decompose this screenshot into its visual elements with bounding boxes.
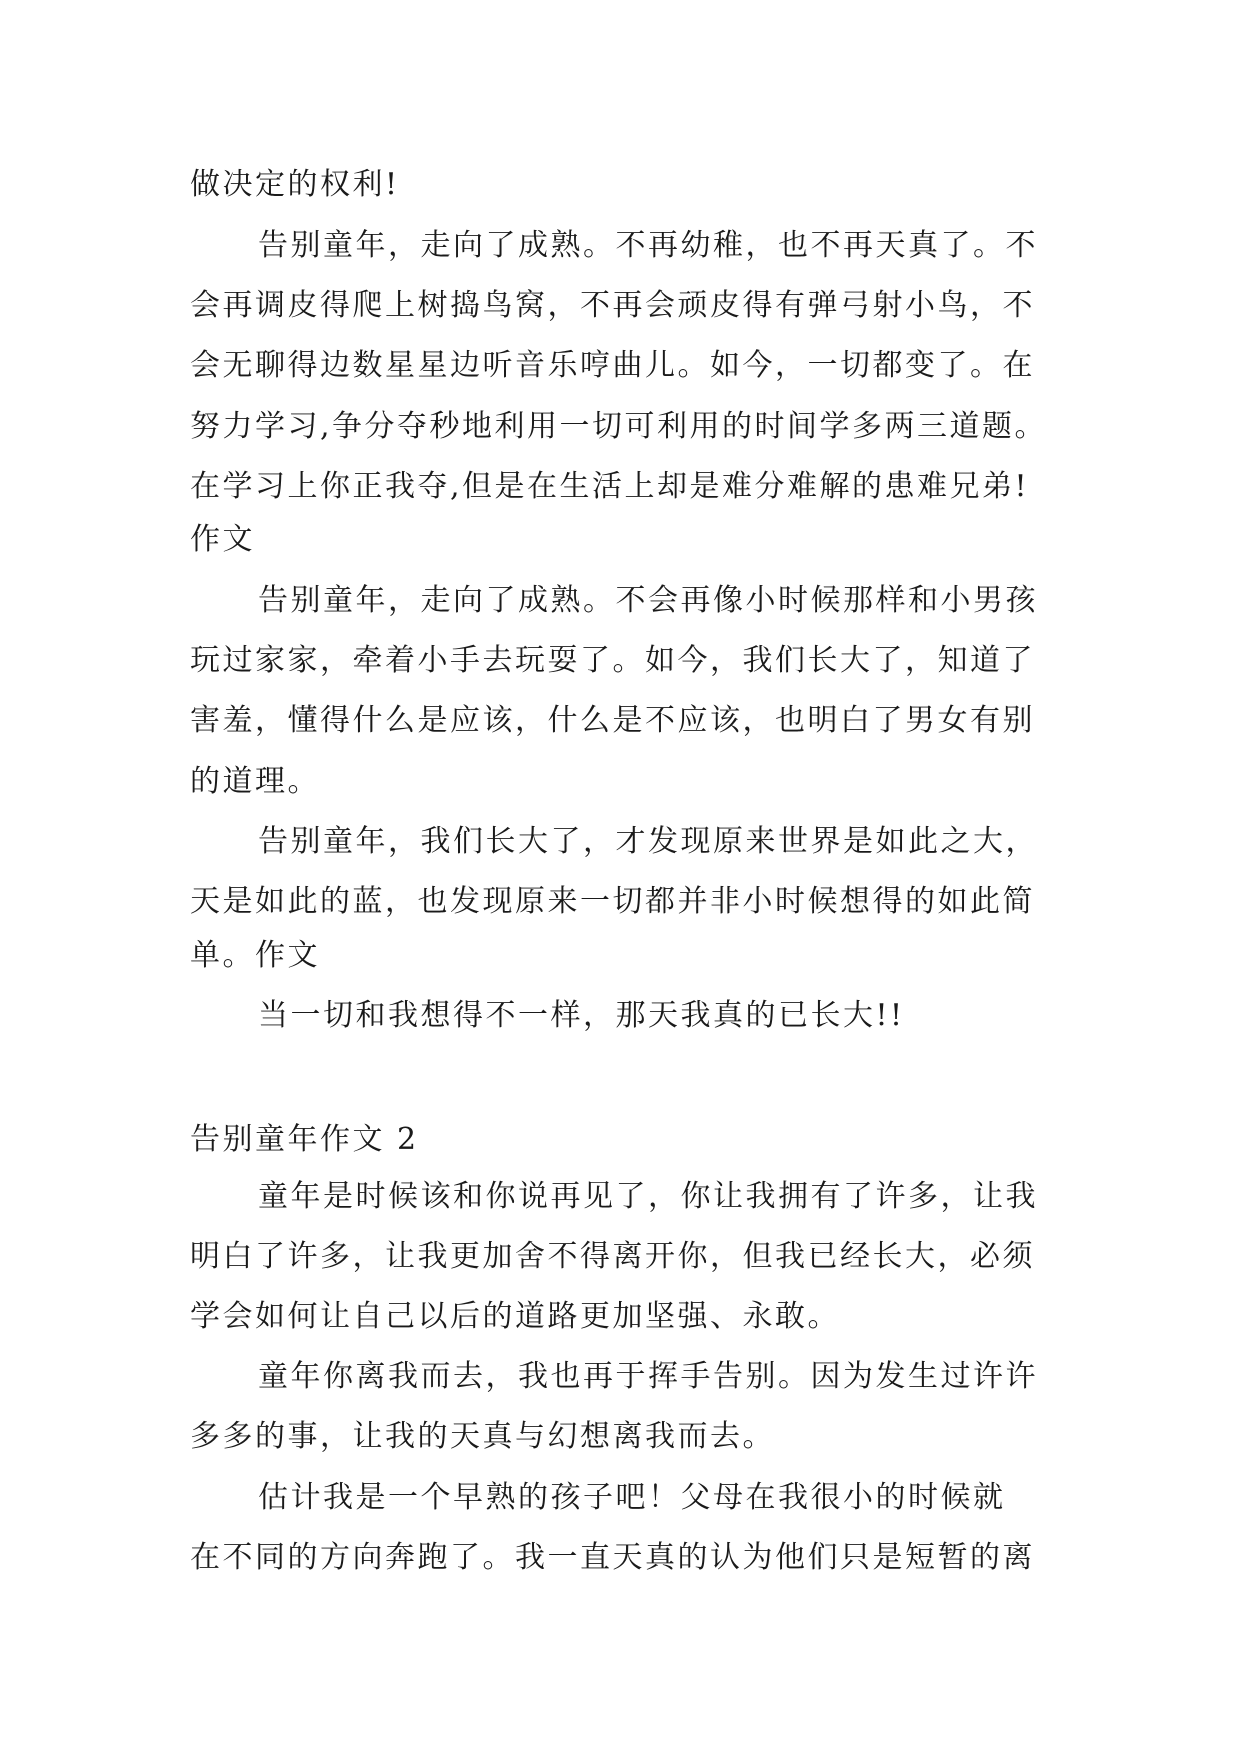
paragraph-first-line: 告别童年，我们长大了，才发现原来世界是如此之大， — [258, 824, 1038, 859]
text-line: 作文 — [190, 522, 255, 557]
text-line: 做决定的权利! — [190, 167, 400, 202]
text-line: 明白了许多，让我更加舍不得离开你，但我已经长大，必须 — [190, 1239, 1035, 1274]
text-line: 努力学习,争分夺秒地利用一切可利用的时间学多两三道题。 — [190, 409, 1048, 444]
text-line: 玩过家家，牵着小手去玩耍了。如今，我们长大了，知道了 — [190, 643, 1035, 678]
text-line: 多多的事，让我的天真与幻想离我而去。 — [190, 1419, 775, 1454]
text-line: 天是如此的蓝，也发现原来一切都并非小时候想得的如此简 — [190, 884, 1035, 919]
text-line: 学会如何让自己以后的道路更加坚强、永敢。 — [190, 1299, 840, 1334]
text-line: 会无聊得边数星星边听音乐哼曲儿。如今，一切都变了。在 — [190, 348, 1035, 383]
paragraph-first-line: 童年是时候该和你说再见了，你让我拥有了许多，让我 — [258, 1179, 1038, 1214]
paragraph-first-line: 当一切和我想得不一样，那天我真的已长大!! — [258, 998, 905, 1033]
section-heading: 告别童年作文 2 — [190, 1122, 419, 1157]
text-line: 在不同的方向奔跑了。我一直天真的认为他们只是短暂的离 — [190, 1540, 1035, 1575]
text-line: 会再调皮得爬上树捣鸟窝，不再会顽皮得有弹弓射小鸟，不 — [190, 288, 1035, 323]
paragraph-first-line: 童年你离我而去，我也再于挥手告别。因为发生过许许 — [258, 1359, 1038, 1394]
text-line: 害羞，懂得什么是应该，什么是不应该，也明白了男女有别 — [190, 703, 1035, 738]
paragraph-first-line: 估计我是一个早熟的孩子吧！父母在我很小的时候就 — [258, 1480, 1006, 1515]
text-line: 单。作文 — [190, 938, 320, 973]
text-line: 在学习上你正我夺,但是在生活上却是难分难解的患难兄弟! — [190, 469, 1030, 504]
paragraph-first-line: 告别童年，走向了成熟。不会再像小时候那样和小男孩 — [258, 583, 1038, 618]
paragraph-first-line: 告别童年，走向了成熟。不再幼稚，也不再天真了。不 — [258, 228, 1038, 263]
text-line: 的道理。 — [190, 764, 320, 799]
